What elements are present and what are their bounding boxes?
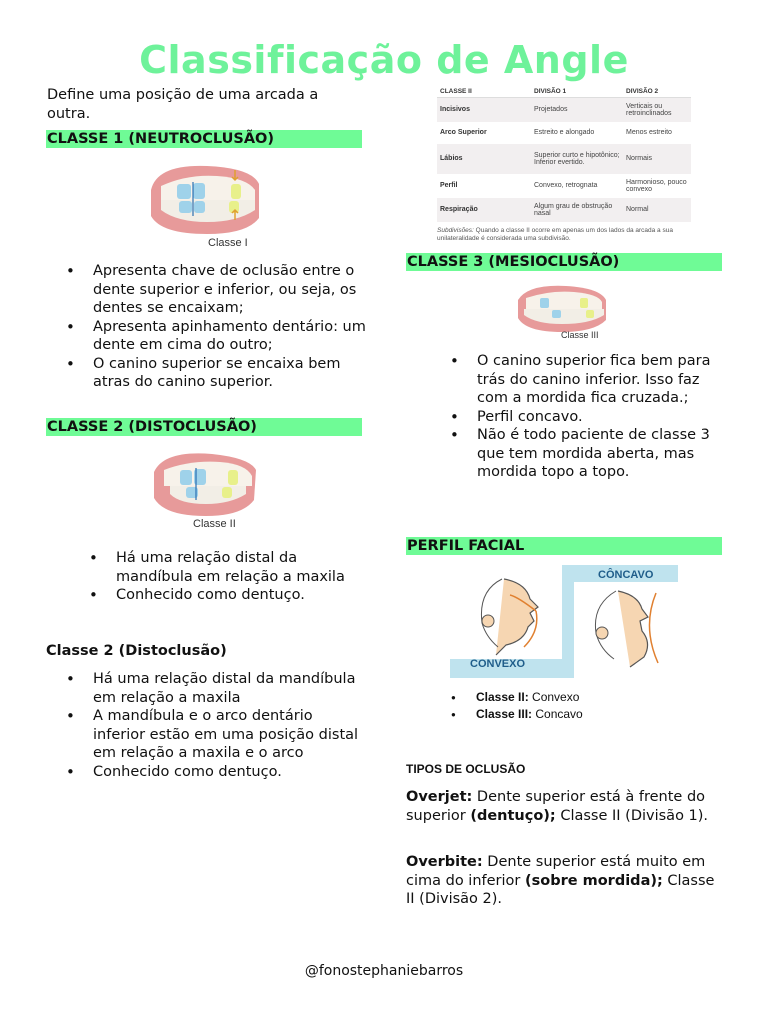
- classe1-teeth-image: [147, 160, 265, 252]
- table-cell: Lábios: [437, 144, 531, 174]
- tipos-heading: TIPOS DE OCLUSÃO: [406, 762, 526, 776]
- table-note-label: Subdivisões:: [437, 226, 474, 234]
- list-item: • Conhecido como dentuço.: [66, 763, 366, 782]
- page-title: Classificação de Angle: [139, 38, 629, 82]
- overjet-desc: Dente superior está à frente do superior: [406, 789, 706, 824]
- convex-profile-icon: [458, 573, 558, 657]
- overbite-class: Classe II (Divisão 2).: [406, 872, 715, 907]
- table-cell: Algum grau de obstrução nasal: [531, 198, 623, 222]
- table-cell: Arco Superior: [440, 129, 487, 136]
- table-cell: Verticais ou retroinclinados: [623, 98, 691, 122]
- list-item: • O canino superior se encaixa bem atras do canino superior.: [66, 355, 366, 392]
- table-header: CLASSE II: [437, 86, 531, 98]
- perfil-value: Convexo: [528, 690, 580, 704]
- table-cell: Incisivos: [437, 98, 531, 122]
- convexo-label: CONVEXO: [470, 658, 526, 670]
- classe2b-list: [66, 670, 366, 781]
- intro-text: Define uma posição de uma arcada a outra.: [47, 87, 319, 122]
- teeth-illustration-icon: [514, 282, 610, 334]
- classe2-caption: Classe II: [193, 518, 236, 530]
- table-cell: Normal: [623, 198, 691, 222]
- table-cell: Superior curto e hipotônico; Inferior evertido.: [531, 144, 623, 174]
- concave-profile-icon: [578, 587, 674, 671]
- table-cell: Projetados: [531, 98, 623, 122]
- table-row: [437, 98, 691, 122]
- table-header-row: [437, 86, 691, 98]
- list-item: • Apresenta chave de oclusão entre o dente superior e inferior, ou seja, os dentes se encaixam;: [66, 262, 366, 318]
- classe3-teeth-image: [514, 282, 610, 344]
- list-item: • Apresenta apinhamento dentário: um dente em cima do outro;: [66, 318, 366, 355]
- table-row: [437, 144, 691, 174]
- table-cell: Normais: [623, 144, 691, 174]
- perfil-list: [451, 689, 711, 723]
- table-cell: Menos estreito: [626, 129, 672, 136]
- list-item: • Há uma relação distal da mandíbula em relação a maxila: [89, 549, 369, 586]
- overbite-emphasis: (sobre mordida);: [524, 872, 663, 889]
- overbite-desc: Dente superior está muito em cima do inferior: [406, 854, 706, 889]
- perfil-header: PERFIL FACIAL: [406, 537, 722, 555]
- classe2-header: CLASSE 2 (DISTOCLUSÃO): [46, 418, 362, 436]
- footer-handle: @fonostephaniebarros: [304, 963, 464, 979]
- classe1-caption: Classe I: [208, 237, 248, 249]
- perfil-facial-image: [450, 565, 678, 678]
- classe3-list: [450, 352, 720, 482]
- table-header: DIVISÃO 2: [623, 86, 691, 98]
- classe1-header: CLASSE 1 (NEUTROCLUSÃO): [46, 130, 362, 148]
- overjet-label: Overjet:: [406, 789, 473, 805]
- list-item: • Perfil concavo.: [450, 408, 720, 427]
- perfil-label: Classe II:: [476, 690, 529, 704]
- table-cell: Convexo, retrognata: [534, 182, 598, 189]
- overbite-text: [406, 853, 721, 909]
- table-row: [437, 198, 691, 222]
- teeth-illustration-icon: [150, 448, 260, 520]
- concavo-label: CÔNCAVO: [598, 569, 654, 581]
- list-item: • Conhecido como dentuço.: [89, 586, 369, 605]
- overbite-label: Overbite:: [406, 854, 483, 870]
- perfil-value: Concavo: [532, 707, 583, 721]
- classe3-caption: Classe III: [561, 330, 599, 340]
- classe2-list: [89, 549, 369, 605]
- list-item: • O canino superior fica bem para trás do canino inferior. Isso faz com a mordida fica cruzada.;: [450, 352, 720, 408]
- teeth-illustration-icon: [147, 160, 265, 240]
- list-item: [451, 706, 711, 723]
- list-item: • A mandíbula e o arco dentário inferior estão em uma posição distal em relação a maxila e o arco: [66, 707, 366, 763]
- overjet-text: [406, 788, 721, 825]
- table-note-text: Quando a classe II ocorre em apenas um dos lados da arcada a sua unilateralidade é considerada uma subdivisão.: [437, 226, 673, 242]
- perfil-label: Classe III:: [476, 707, 533, 721]
- overjet-emphasis: (dentuço);: [470, 807, 556, 824]
- classe2-comparison-table: [437, 86, 691, 243]
- list-item: [451, 689, 711, 706]
- table-header: DIVISÃO 1: [531, 86, 623, 98]
- overjet-class: Classe II (Divisão 1).: [555, 807, 709, 824]
- table-note: [437, 227, 691, 243]
- classe2-teeth-image: [150, 448, 260, 536]
- table-cell: Estreito e alongado: [534, 129, 595, 136]
- list-item: • Há uma relação distal da mandíbula em relação a maxila: [66, 670, 366, 707]
- classe1-list: [66, 262, 366, 392]
- table-cell: Perfil: [440, 182, 458, 189]
- table-cell: Respiração: [437, 198, 531, 222]
- comparison-table: [437, 86, 691, 222]
- classe2b-heading: Classe 2 (Distoclusão): [46, 643, 227, 659]
- table-row: [437, 122, 691, 144]
- table-row: [437, 174, 691, 198]
- table-cell: Harmonioso, pouco convexo: [626, 178, 687, 193]
- list-item: • Não é todo paciente de classe 3 que tem mordida aberta, mas mordida topo a topo.: [450, 426, 720, 482]
- classe3-header: CLASSE 3 (MESIOCLUSÃO): [406, 253, 722, 271]
